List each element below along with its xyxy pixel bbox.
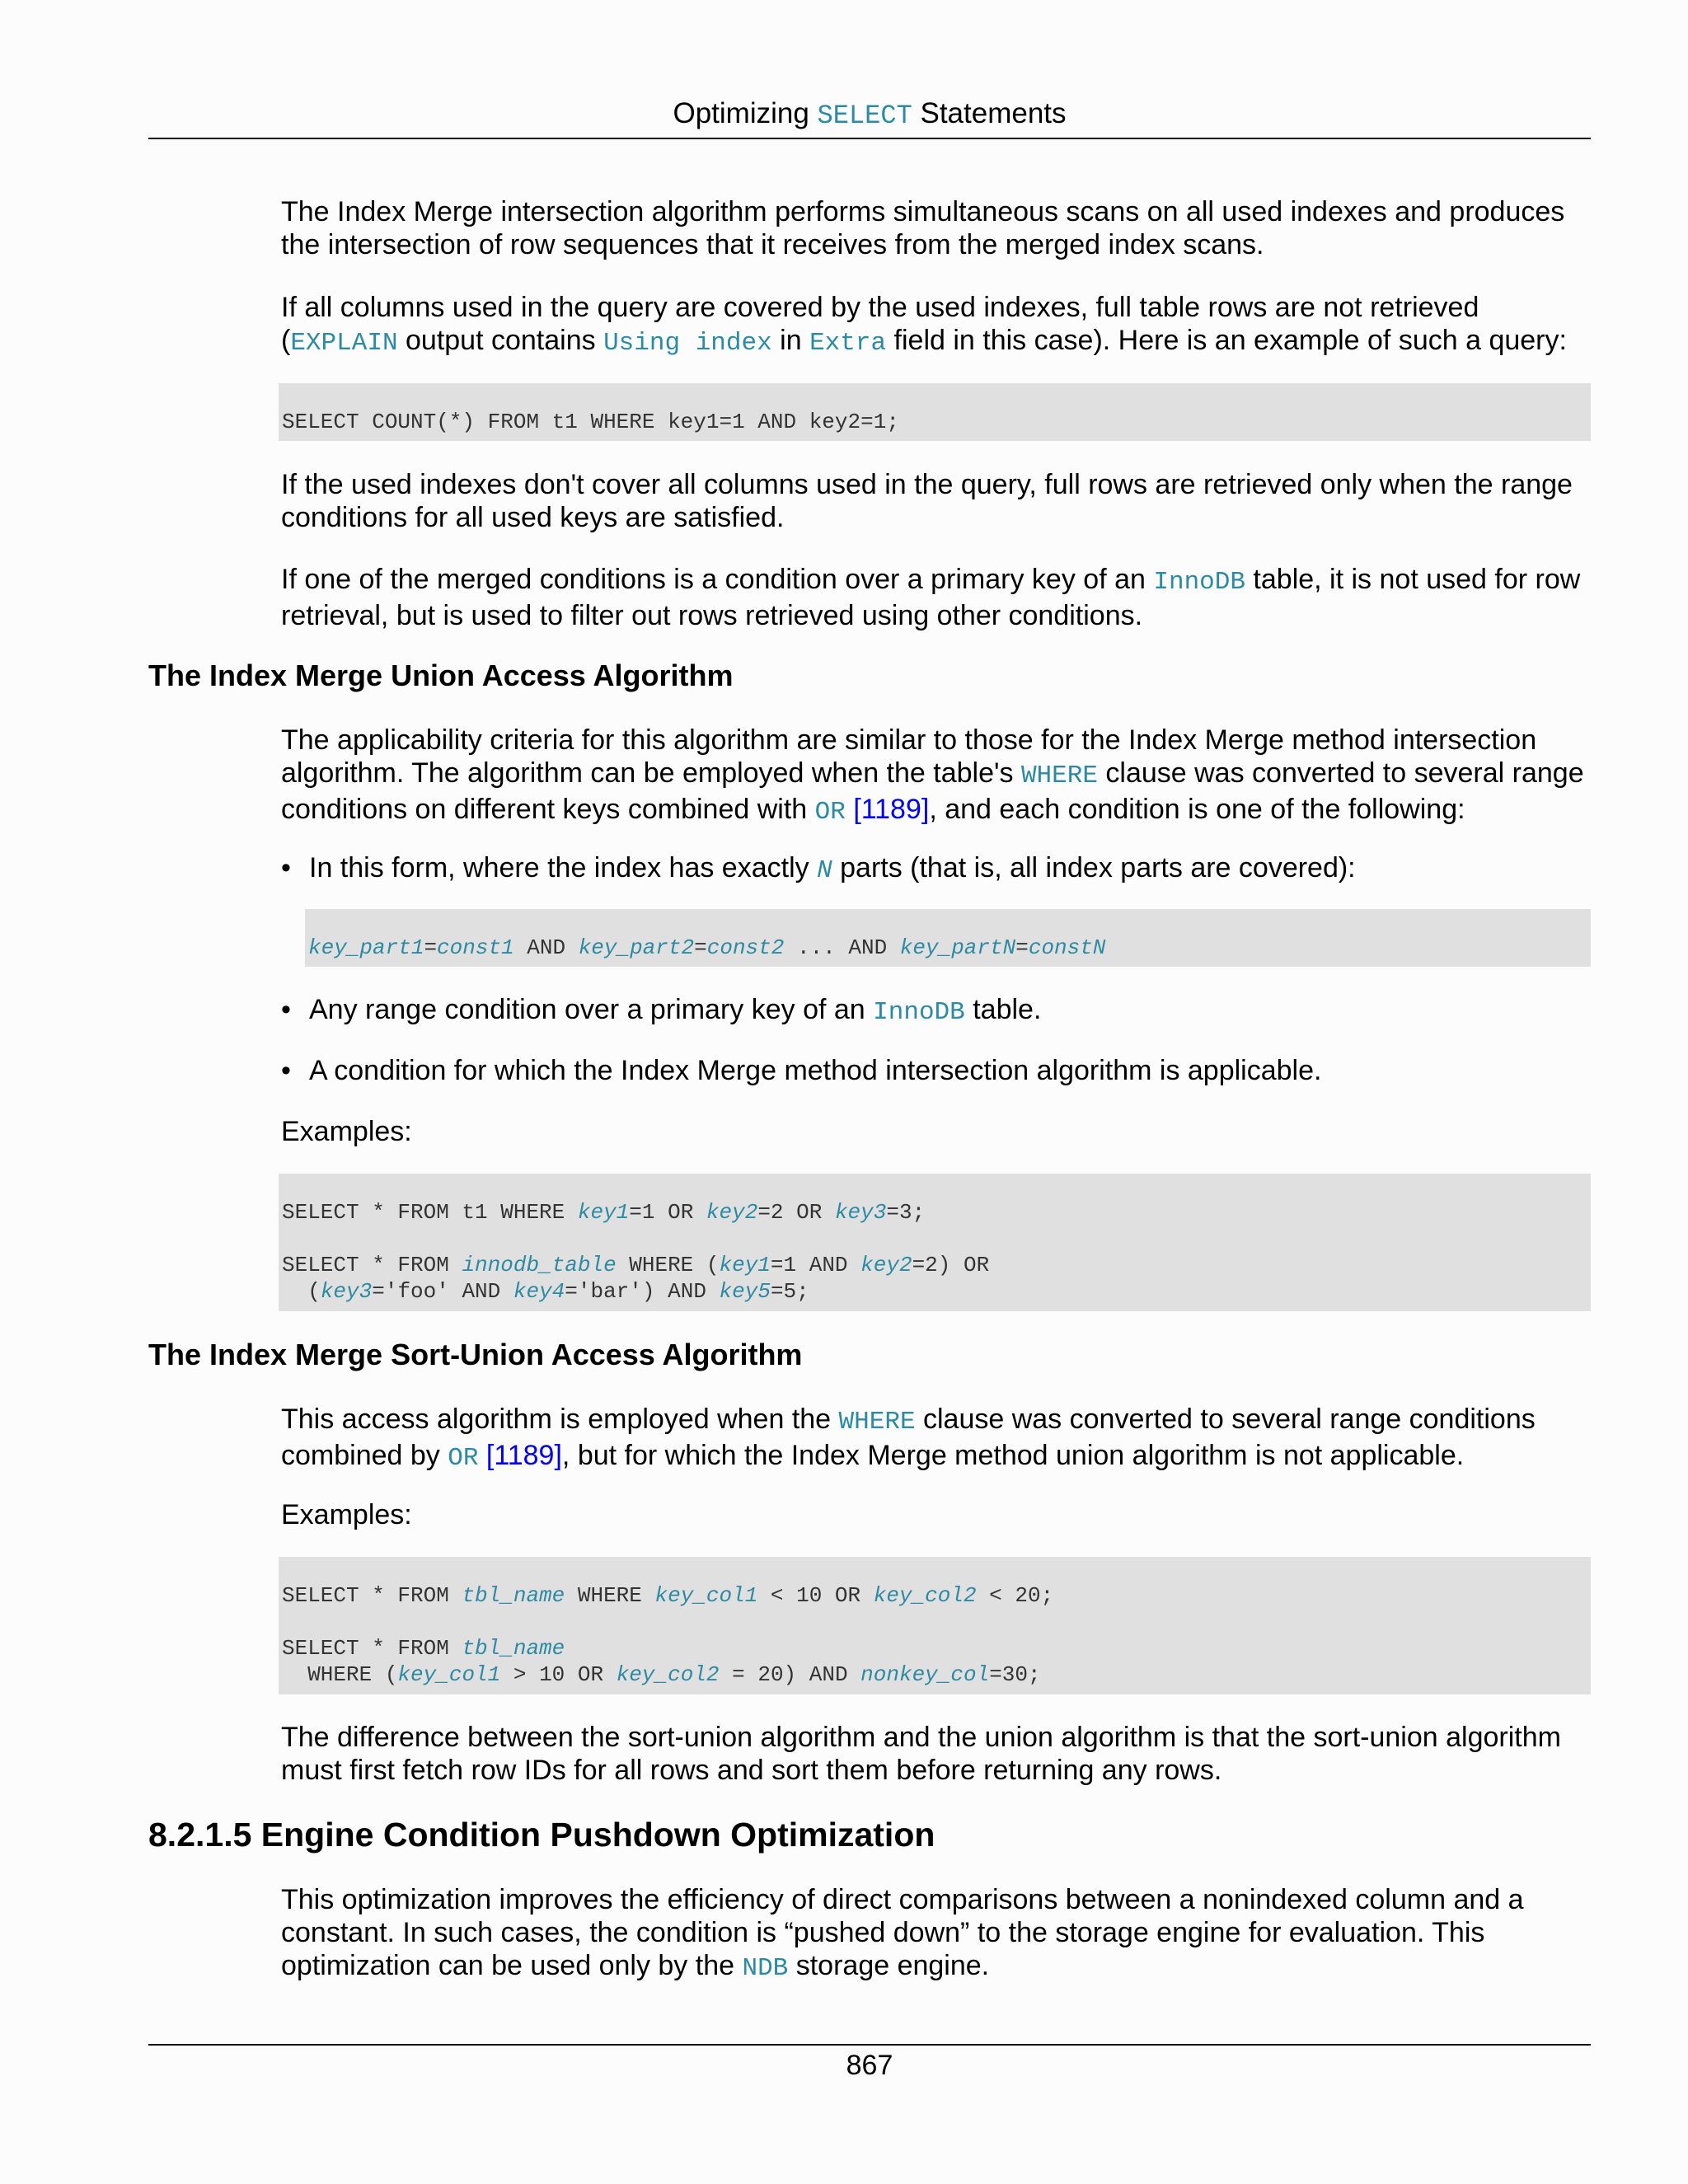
text: storage engine.: [788, 1950, 990, 1981]
footer-rule: [148, 2044, 1591, 2046]
header-prefix: Optimizing: [673, 97, 809, 129]
text: If one of the merged conditions is a condition over a primary key of an: [281, 564, 1154, 595]
code: WHERE: [565, 1583, 655, 1608]
code: WHERE (: [282, 1662, 398, 1687]
sortunion-examples-label: Examples:: [281, 1499, 412, 1530]
var: key2: [860, 1253, 912, 1277]
explain-code: EXPLAIN: [290, 329, 398, 358]
code: =1 OR: [629, 1200, 706, 1225]
var: key_part2: [578, 935, 695, 960]
code: SELECT * FROM: [282, 1636, 462, 1661]
text: clause was converted to several range conditions on different keys combined with: [281, 757, 1584, 825]
union-examples-label: Examples:: [281, 1116, 412, 1147]
sym: =: [424, 935, 438, 960]
extra-code: Extra: [809, 329, 887, 358]
header-suffix: Statements: [920, 97, 1067, 129]
text: table.: [964, 994, 1042, 1025]
intersection-paragraph-2: [281, 291, 1592, 360]
var: key_part1: [308, 935, 424, 960]
var: key3: [320, 1279, 373, 1304]
code: > 10 OR: [500, 1662, 617, 1687]
text: field in this case). Here is an example of such a query:: [886, 325, 1567, 356]
or-code: OR: [448, 1444, 479, 1473]
sym: =: [1015, 935, 1029, 960]
pushdown-heading: 8.2.1.5 Engine Condition Pushdown Optimization: [148, 1816, 935, 1854]
var: key4: [513, 1279, 565, 1304]
header-rule: [148, 138, 1591, 139]
code: =3;: [886, 1200, 926, 1225]
code-block-union-examples: [279, 1174, 1591, 1311]
ndb-code: NDB: [742, 1954, 789, 1983]
sym: AND: [513, 935, 579, 960]
running-header: [148, 92, 1591, 138]
var: const1: [437, 935, 514, 960]
intersection-paragraph-3: If the used indexes don't cover all columns used in the query, full rows are retrieved only when the range conditions for all used keys are satisfied.: [281, 469, 1573, 533]
code: = 20) AND: [719, 1662, 861, 1687]
text: , and each condition is one of the following:: [929, 794, 1465, 825]
code-block-count: SELECT COUNT(*) FROM t1 WHERE key1=1 AND key2=1;: [279, 383, 1591, 441]
union-paragraph-1: [281, 724, 1592, 829]
var: key2: [706, 1200, 758, 1225]
text: A condition for which the Index Merge method intersection algorithm is applicable.: [309, 1055, 1322, 1086]
or-page-link[interactable]: [1189]: [485, 1440, 562, 1471]
where-code: WHERE: [1020, 762, 1098, 790]
code: =1 AND: [770, 1253, 861, 1277]
text: If all columns used in the query are covered by the used indexes, full table rows are not retrieved (: [281, 292, 1479, 356]
code: SELECT * FROM: [282, 1253, 462, 1277]
sortunion-paragraph-1: [281, 1403, 1592, 1475]
sym: =: [694, 935, 707, 960]
code: < 20;: [976, 1583, 1054, 1608]
var: key_col2: [616, 1662, 720, 1687]
text: This optimization improves the efficiency of direct comparisons between a nonindexed column and a constant. In such cases, the condition is “pushed down” to the storage engine for evaluation. This optimization can be used only by the: [281, 1884, 1524, 1981]
code: SELECT * FROM: [282, 1583, 462, 1608]
intersection-paragraph-4: [281, 563, 1592, 632]
where-code: WHERE: [838, 1408, 916, 1436]
innodb-code: InnoDB: [1153, 568, 1245, 597]
sortunion-heading: The Index Merge Sort-Union Access Algorithm: [148, 1338, 803, 1371]
var: const2: [706, 935, 785, 960]
text: in: [771, 325, 810, 356]
code: ='bar') AND: [565, 1279, 720, 1304]
code: WHERE (: [616, 1253, 720, 1277]
header-code: SELECT: [817, 101, 912, 131]
text: table, it is not used for row retrieval, but is used to filter out rows retrieved using other conditions.: [281, 564, 1581, 631]
var: key_col1: [654, 1583, 758, 1608]
var: innodb_table: [462, 1253, 617, 1277]
intersection-paragraph-1: The Index Merge intersection algorithm performs simultaneous scans on all used indexes and produces the intersection of row sequences that it receives from the merged index scans.: [281, 196, 1565, 260]
text: parts (that is, all index parts are covered):: [832, 852, 1356, 883]
var: nonkey_col: [860, 1662, 990, 1687]
text: output contains: [397, 325, 604, 356]
using-index-code: Using index: [603, 329, 772, 358]
var: key_partN: [899, 935, 1016, 960]
var: key_col2: [873, 1583, 977, 1608]
text: , but for which the Index Merge method union algorithm is not applicable.: [561, 1440, 1465, 1471]
text: In this form, where the index has exactly: [309, 852, 818, 883]
var: key1: [719, 1253, 771, 1277]
or-code: OR: [814, 798, 846, 827]
code-block-key-parts: [305, 909, 1591, 967]
code: =5;: [770, 1279, 809, 1304]
var: key1: [577, 1200, 630, 1225]
code: =30;: [989, 1662, 1041, 1687]
pushdown-paragraph-1: [281, 1883, 1592, 1985]
code: SELECT * FROM t1 WHERE: [282, 1200, 578, 1225]
bullet-dot: •: [281, 852, 291, 883]
code: =2 OR: [757, 1200, 835, 1225]
var: key_col1: [397, 1662, 501, 1687]
var: tbl_name: [462, 1636, 565, 1661]
page-number: 867: [846, 2050, 893, 2081]
sym: ... AND: [784, 935, 900, 960]
sortunion-paragraph-2: The difference between the sort-union algorithm and the union algorithm is that the sort-union algorithm must first fetch row IDs for all rows and sort them before returning any rows.: [281, 1722, 1561, 1786]
bullet-dot: •: [281, 1055, 291, 1086]
var: tbl_name: [462, 1583, 565, 1608]
union-heading: The Index Merge Union Access Algorithm: [148, 658, 734, 692]
text: Any range condition over a primary key of an: [309, 994, 874, 1025]
var: constN: [1028, 935, 1106, 960]
or-page-link[interactable]: [1189]: [853, 794, 930, 825]
var: key5: [719, 1279, 771, 1304]
code: (: [282, 1279, 321, 1304]
n-code: N: [817, 856, 832, 885]
text: clause was converted to several range conditions combined by: [281, 1404, 1536, 1471]
text: This access algorithm is employed when the: [281, 1404, 839, 1435]
code: < 10 OR: [757, 1583, 874, 1608]
var: key3: [834, 1200, 887, 1225]
text: The applicability criteria for this algorithm are similar to those for the Index Merge method intersection algorithm. The algorithm can be employed when the table's: [281, 724, 1537, 789]
code-block-sortunion-examples: [279, 1557, 1591, 1694]
bullet-dot: •: [281, 994, 291, 1025]
code: ='foo' AND: [372, 1279, 513, 1304]
code: =2) OR: [912, 1253, 990, 1277]
innodb-code: InnoDB: [873, 998, 965, 1027]
